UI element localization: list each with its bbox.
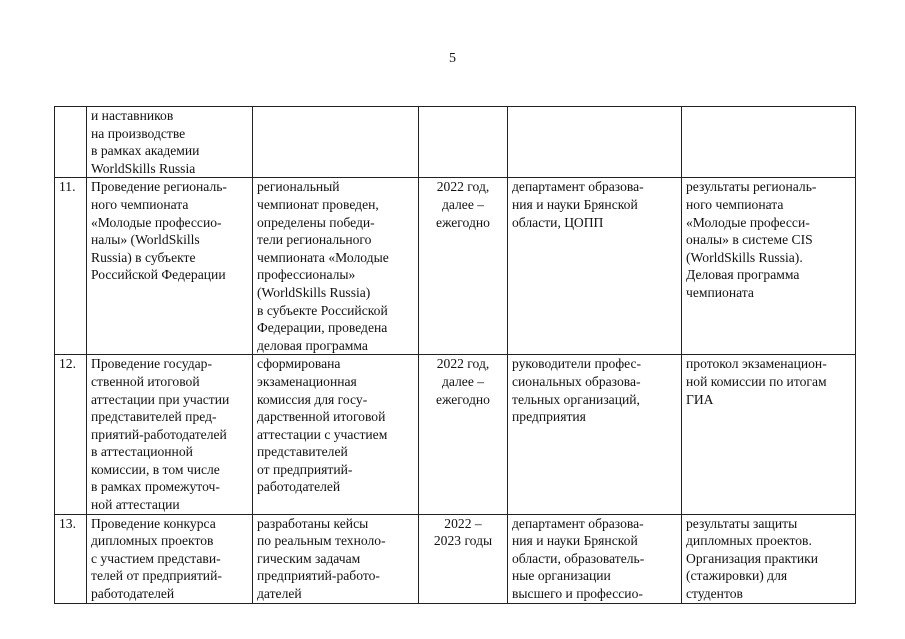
term-cell bbox=[419, 107, 508, 178]
document-cell: протокол экзаменацион- ной комиссии по итогам ГИА bbox=[682, 355, 856, 514]
document-cell bbox=[682, 107, 856, 178]
result-cell: разработаны кейсы по реальным техноло- гическим задачам предприятий-работо- дателей bbox=[253, 514, 419, 603]
term-cell: 2022 год, далее – ежегодно bbox=[419, 355, 508, 514]
row-number: 13. bbox=[55, 514, 87, 603]
responsible-cell: департамент образова- ния и науки Брянской области, ЦОПП bbox=[508, 178, 682, 355]
row-number bbox=[55, 107, 87, 178]
event-cell: Проведение конкурса дипломных проектов с участием представи- телей от предприятий- работодателей bbox=[87, 514, 253, 603]
event-cell: Проведение государ- ственной итоговой аттестации при участии представителей пред- приятий-работодателей в аттестационной комиссии, в том числе в рамках промежуточ- ной аттестации bbox=[87, 355, 253, 514]
responsible-cell: руководители профес- сиональных образова- тельных организаций, предприятия bbox=[508, 355, 682, 514]
result-cell: сформирована экзаменационная комиссия для госу- дарственной итоговой аттестации с участием представителей от предприятий- работодателей bbox=[253, 355, 419, 514]
plan-table bbox=[54, 106, 856, 604]
event-cell: Проведение региональ- ного чемпионата «Молодые профессио- налы» (WorldSkills Russia) в субъекте Российской Федерации bbox=[87, 178, 253, 355]
term-cell: 2022 – 2023 годы bbox=[419, 514, 508, 603]
event-cell: и наставников на производстве в рамках академии WorldSkills Russia bbox=[87, 107, 253, 178]
document-cell: результаты региональ- ного чемпионата «Молодые професси- оналы» в системе CIS (WorldSkills Russia). Деловая программа чемпионата bbox=[682, 178, 856, 355]
result-cell bbox=[253, 107, 419, 178]
table-row bbox=[55, 178, 856, 355]
row-number: 11. bbox=[55, 178, 87, 355]
responsible-cell bbox=[508, 107, 682, 178]
table-row bbox=[55, 514, 856, 603]
table-row bbox=[55, 355, 856, 514]
responsible-cell: департамент образова- ния и науки Брянской области, образователь- ные организации высшего и профессио- bbox=[508, 514, 682, 603]
row-number: 12. bbox=[55, 355, 87, 514]
document-cell: результаты защиты дипломных проектов. Организация практики (стажировки) для студентов bbox=[682, 514, 856, 603]
result-cell: региональный чемпионат проведен, определены победи- тели регионального чемпионата «Молодые профессионалы» (WorldSkills Russia) в субъекте Российской Федерации, проведена деловая программа bbox=[253, 178, 419, 355]
table-row bbox=[55, 107, 856, 178]
term-cell: 2022 год, далее – ежегодно bbox=[419, 178, 508, 355]
page-number: 5 bbox=[449, 51, 456, 66]
